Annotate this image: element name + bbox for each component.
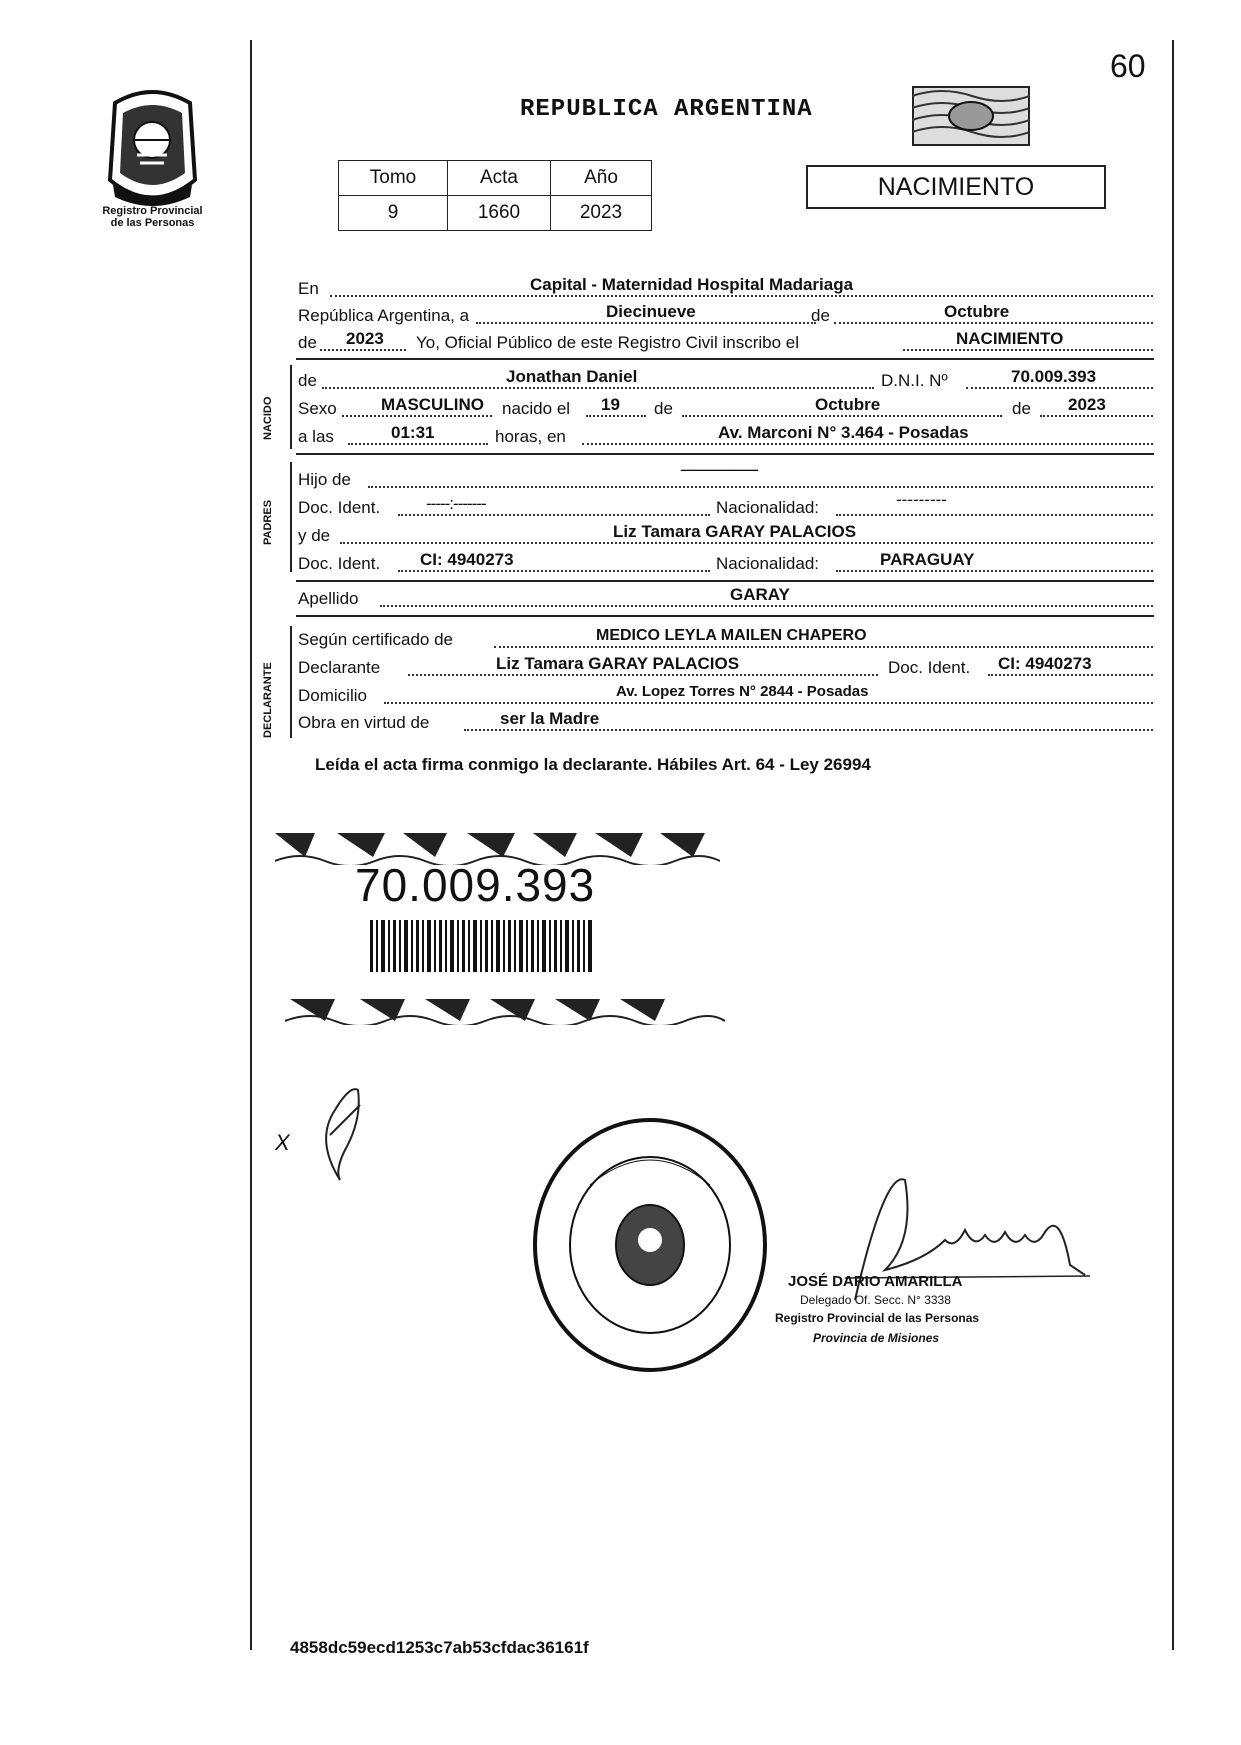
record-type-box: NACIMIENTO [806, 165, 1106, 209]
section-label-nacido: NACIDO [262, 396, 274, 440]
sex-value: MASCULINO [381, 395, 484, 414]
section-label-padres: PADRES [262, 499, 274, 545]
row-year-event: de 2023 Yo, Oficial Público de este Registro Civil inscribo el NACIMIENTO [298, 327, 1153, 353]
birth-year-value: 2023 [1068, 395, 1106, 414]
official-registry: Registro Provincial de las Personas [775, 1311, 980, 1325]
section-divider [296, 358, 1154, 360]
birth-month-value: Octubre [815, 395, 881, 414]
row-apellido: Apellido GARAY [298, 583, 1153, 609]
event-value: NACIMIENTO [956, 329, 1064, 348]
record-table [338, 160, 652, 231]
mother-nat-value: PARAGUAY [880, 550, 975, 569]
declarante-doc-value: CI: 4940273 [998, 654, 1092, 673]
dni-security-band-bottom-icon [285, 995, 725, 1025]
row-father-doc: Doc. Ident. -----:------- Nacionalidad: --------- [298, 492, 1153, 518]
day-text-value: Diecinueve [606, 302, 696, 321]
closing-note: Leída el acta firma conmigo la declarante. Hábiles Art. 64 - Ley 26994 [315, 755, 871, 774]
page-title: REPUBLICA ARGENTINA [520, 96, 813, 123]
official-role: Delegado Of. Secc. N° 3338 [800, 1293, 951, 1307]
left-margin-line [250, 40, 252, 1650]
birth-day-value: 19 [601, 395, 620, 414]
cert-value: MEDICO LEYLA MAILEN CHAPERO [596, 627, 867, 644]
mother-name-value: Liz Tamara GARAY PALACIOS [613, 522, 857, 541]
row-nacido-time: a las 01:31 horas, en Av. Marconi N° 3.464 - Posadas [298, 421, 1153, 447]
value-acta: 1660 [448, 196, 551, 231]
signature-x-mark: X [275, 1130, 290, 1155]
row-father: Hijo de --------------------- [298, 464, 1153, 490]
child-dni-value: 70.009.393 [1011, 367, 1097, 386]
role-value: ser la Madre [500, 709, 600, 728]
mother-doc-value: CI: 4940273 [420, 550, 514, 569]
official-name: JOSÉ DARIO AMARILLA [788, 1273, 963, 1290]
value-anio: 2023 [551, 196, 652, 231]
father-nat-value: --------- [896, 490, 947, 509]
address-value: Av. Lopez Torres N° 2844 - Posadas [616, 683, 869, 700]
section-label-declarante: DECLARANTE [262, 662, 274, 738]
declarante-name-value: Liz Tamara GARAY PALACIOS [496, 654, 740, 673]
page-number: 60 [1110, 48, 1146, 84]
month-text-value: Octubre [944, 302, 1010, 321]
security-seal-icon [912, 86, 1030, 146]
row-obra: Obra en virtud de ser la Madre [298, 707, 1153, 733]
father-doc-value: -----:------- [426, 494, 486, 513]
barcode-icon [370, 920, 595, 972]
row-mother: y de Liz Tamara GARAY PALACIOS [298, 520, 1153, 546]
year-value: 2023 [346, 329, 384, 348]
label-en: En [298, 279, 319, 298]
logo-caption: Registro Provincial de las Personas [102, 205, 203, 229]
header-tomo: Tomo [339, 161, 448, 196]
row-declarante: Declarante Liz Tamara GARAY PALACIOS Doc. Ident. CI: 4940273 [298, 652, 1153, 678]
value-tomo: 9 [339, 196, 448, 231]
row-nacido-name: de Jonathan Daniel D.N.I. Nº 70.009.393 [298, 365, 1153, 391]
header-anio: Año [551, 161, 652, 196]
child-name-value: Jonathan Daniel [506, 367, 638, 386]
misiones-shield-logo-icon [95, 85, 210, 210]
row-date: República Argentina, a Diecinueve de Octubre [298, 300, 1153, 326]
row-place [298, 273, 1153, 299]
birth-place-value: Av. Marconi N° 3.464 - Posadas [718, 423, 969, 442]
row-nacido-sex: Sexo MASCULINO nacido el 19 de Octubre de 2023 [298, 393, 1153, 419]
right-margin-line [1172, 40, 1174, 1650]
declarant-signature-icon [310, 1080, 370, 1190]
place-value: Capital - Maternidad Hospital Madariaga [530, 275, 854, 294]
official-stamp-icon [530, 1115, 770, 1375]
row-cert: Según certificado de MEDICO LEYLA MAILEN CHAPERO [298, 624, 1153, 650]
official-province: Provincia de Misiones [813, 1331, 940, 1345]
father-name-value: --------------------- [680, 460, 757, 479]
header-acta: Acta [448, 161, 551, 196]
birth-time-value: 01:31 [391, 423, 435, 442]
apellido-value: GARAY [730, 585, 790, 604]
row-domicilio: Domicilio Av. Lopez Torres N° 2844 - Posadas [298, 680, 1153, 706]
document-hash: 4858dc59ecd1253c7ab53cfdac36161f [290, 1638, 589, 1657]
row-mother-doc: Doc. Ident. CI: 4940273 Nacionalidad: PARAGUAY [298, 548, 1153, 574]
dni-big-number: 70.009.393 [355, 859, 596, 911]
